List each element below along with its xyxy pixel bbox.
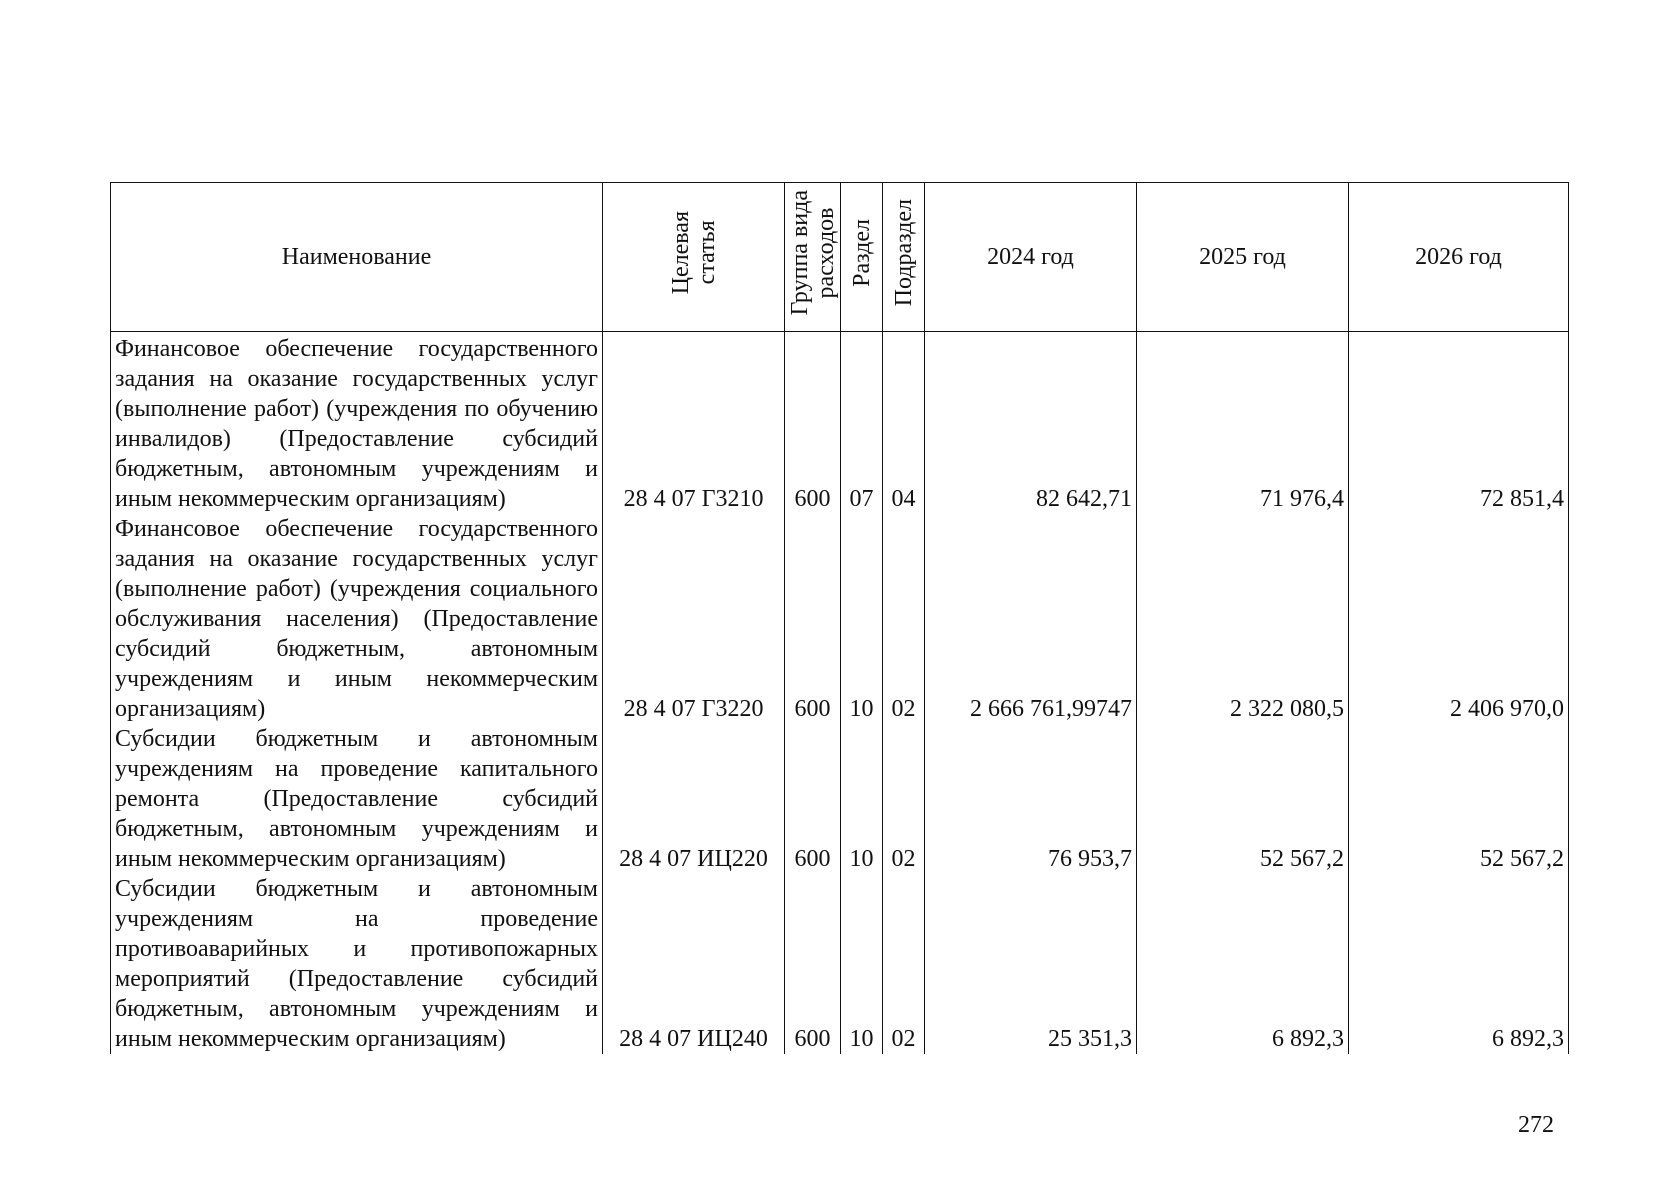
row-2026: 6 892,3 (1349, 874, 1569, 1054)
row-2024: 82 642,71 (925, 332, 1137, 515)
row-2025: 2 322 080,5 (1137, 514, 1349, 724)
row-name: Финансовое обеспечение государственного задания на оказание государственных услуг (выполнение работ) (учреждения по обучению инвалидов) (Предоставление субсидий бюджетным, автономным учреждениям и иным некоммерческим организациям) (111, 332, 603, 515)
row-expense-group: 600 (785, 514, 841, 724)
row-name: Субсидии бюджетным и автономным учреждениям на проведение противоаварийных и противопожарных мероприятий (Предоставление субсидий бюджетным, автономным учреждениям и иным некоммерческим организациям) (111, 874, 603, 1054)
header-2026: 2026 год (1349, 183, 1569, 332)
row-subsection: 02 (883, 724, 925, 874)
row-2025: 71 976,4 (1137, 332, 1349, 515)
row-2024: 25 351,3 (925, 874, 1137, 1054)
table-row (111, 514, 1569, 724)
row-2026: 2 406 970,0 (1349, 514, 1569, 724)
row-target-article: 28 4 07 ИЦ240 (603, 874, 785, 1054)
table-header (111, 183, 1569, 332)
header-name: Наименование (111, 183, 603, 332)
table-row (111, 332, 1569, 515)
header-2025: 2025 год (1137, 183, 1349, 332)
row-2024: 2 666 761,99747 (925, 514, 1137, 724)
header-section: Раздел (841, 183, 883, 332)
row-2026: 52 567,2 (1349, 724, 1569, 874)
row-subsection: 02 (883, 514, 925, 724)
table-row (111, 874, 1569, 1054)
row-section: 07 (841, 332, 883, 515)
row-section: 10 (841, 724, 883, 874)
row-target-article: 28 4 07 Г3210 (603, 332, 785, 515)
row-section: 10 (841, 514, 883, 724)
row-name: Субсидии бюджетным и автономным учреждениям на проведение капитального ремонта (Предоставление субсидий бюджетным, автономным учреждениям и иным некоммерческим организациям) (111, 724, 603, 874)
budget-table (110, 182, 1569, 1054)
row-name: Финансовое обеспечение государственного задания на оказание государственных услуг (выполнение работ) (учреждения социального обслуживания населения) (Предоставление субсидий бюджетным, автономным учреждениям и иным некоммерческим организациям) (111, 514, 603, 724)
row-expense-group: 600 (785, 724, 841, 874)
header-target-article: Целевая статья (603, 183, 785, 332)
row-2024: 76 953,7 (925, 724, 1137, 874)
row-subsection: 04 (883, 332, 925, 515)
row-target-article: 28 4 07 ИЦ220 (603, 724, 785, 874)
page-number: 272 (1518, 1112, 1554, 1138)
table-row (111, 724, 1569, 874)
header-2024: 2024 год (925, 183, 1137, 332)
row-2025: 52 567,2 (1137, 724, 1349, 874)
row-expense-group: 600 (785, 332, 841, 515)
header-expense-group: Группа вида расходов (785, 183, 841, 332)
row-expense-group: 600 (785, 874, 841, 1054)
row-2026: 72 851,4 (1349, 332, 1569, 515)
row-target-article: 28 4 07 Г3220 (603, 514, 785, 724)
row-2025: 6 892,3 (1137, 874, 1349, 1054)
row-section: 10 (841, 874, 883, 1054)
row-subsection: 02 (883, 874, 925, 1054)
header-subsection: Подраздел (883, 183, 925, 332)
